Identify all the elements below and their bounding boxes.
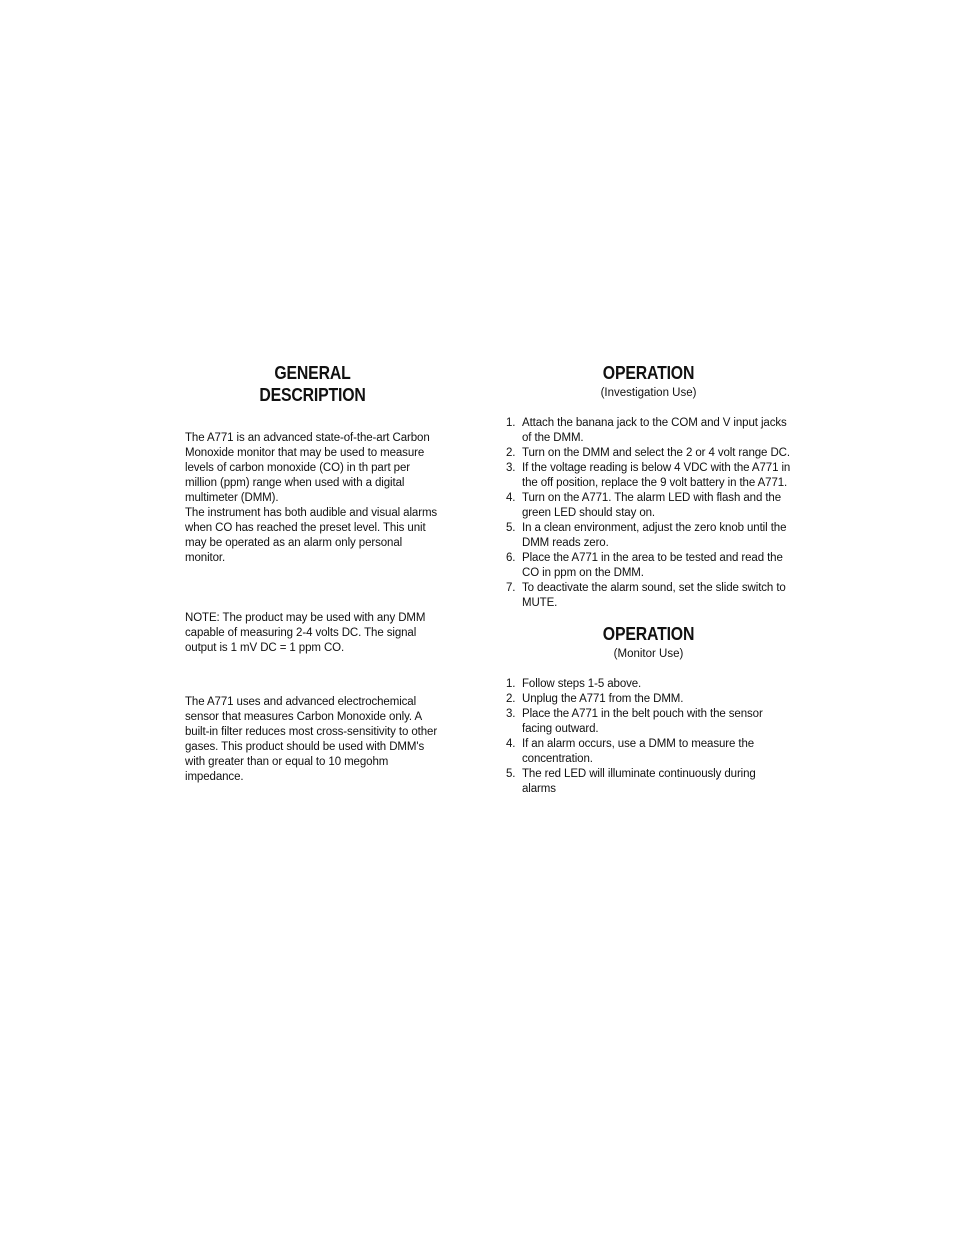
operation-investigation-heading: OPERATION xyxy=(602,363,695,383)
list-item xyxy=(506,416,791,446)
step-text: If the voltage reading is below 4 VDC with the A771 in the off position, replace the 9 volt battery in the A771. xyxy=(522,462,791,489)
list-item xyxy=(506,551,791,581)
step-number: 4. xyxy=(506,738,516,750)
operation-monitor-heading: OPERATION xyxy=(602,624,695,644)
alarm-paragraph: The instrument has both audible and visual alarms when CO has reached the preset level. This unit may be operated as an alarm only personal monitor. xyxy=(185,507,438,564)
step-text: Place the A771 in the belt pouch with the sensor facing outward. xyxy=(522,708,763,735)
step-number: 5. xyxy=(506,768,516,780)
list-item xyxy=(506,677,791,692)
general-description-section xyxy=(185,362,440,785)
list-item xyxy=(506,491,791,521)
intro-paragraph: The A771 is an advanced state-of-the-art Carbon Monoxide monitor that may be used to measure levels of carbon monoxide (CO) in th part per million (ppm) range when used with a digital multimeter (DMM). xyxy=(185,432,430,504)
step-text: If an alarm occurs, use a DMM to measure the concentration. xyxy=(522,738,755,765)
operation-section xyxy=(506,362,791,797)
step-number: 1. xyxy=(506,417,516,429)
step-text: Unplug the A771 from the DMM. xyxy=(522,693,684,705)
list-item xyxy=(506,767,791,797)
sensor-paragraph: The A771 uses and advanced electrochemical sensor that measures Carbon Monoxide only. A built-in filter reduces most cross-sensitivity to other gases. This product should be used with DMM's with greater than or equal to 10 megohm impedance. xyxy=(185,696,438,783)
step-text: To deactivate the alarm sound, set the slide switch to MUTE. xyxy=(522,582,786,609)
step-number: 6. xyxy=(506,552,516,564)
step-number: 5. xyxy=(506,522,516,534)
step-number: 3. xyxy=(506,708,516,720)
step-number: 2. xyxy=(506,693,516,705)
list-item xyxy=(506,707,791,737)
operation-monitor-subheading: (Monitor Use) xyxy=(613,648,684,660)
step-text: Turn on the DMM and select the 2 or 4 volt range DC. xyxy=(522,447,790,459)
step-text: Turn on the A771. The alarm LED with flash and the green LED should stay on. xyxy=(522,492,782,519)
monitor-steps-list xyxy=(506,677,791,797)
list-item xyxy=(506,521,791,551)
list-item xyxy=(506,461,791,491)
step-number: 2. xyxy=(506,447,516,459)
list-item xyxy=(506,692,791,707)
heading-line-1: GENERAL xyxy=(274,363,351,383)
step-text: In a clean environment, adjust the zero knob until the DMM reads zero. xyxy=(522,522,787,549)
operation-investigation-subheading: (Investigation Use) xyxy=(600,387,697,399)
list-item xyxy=(506,581,791,611)
note-paragraph: NOTE: The product may be used with any DMM capable of measuring 2-4 volts DC. The signal output is 1 mV DC = 1 ppm CO. xyxy=(185,612,426,654)
step-text: Attach the banana jack to the COM and V input jacks of the DMM. xyxy=(522,417,787,444)
step-number: 7. xyxy=(506,582,516,594)
list-item xyxy=(506,446,791,461)
step-number: 3. xyxy=(506,462,516,474)
investigation-steps-list xyxy=(506,416,791,611)
step-text: Follow steps 1-5 above. xyxy=(522,678,642,690)
step-text: The red LED will illuminate continuously during alarms xyxy=(522,768,756,795)
step-number: 1. xyxy=(506,678,516,690)
step-text: Place the A771 in the area to be tested and read the CO in ppm on the DMM. xyxy=(522,552,783,579)
general-description-heading xyxy=(200,362,424,406)
list-item xyxy=(506,737,791,767)
heading-line-2: DESCRIPTION xyxy=(259,385,366,405)
step-number: 4. xyxy=(506,492,516,504)
